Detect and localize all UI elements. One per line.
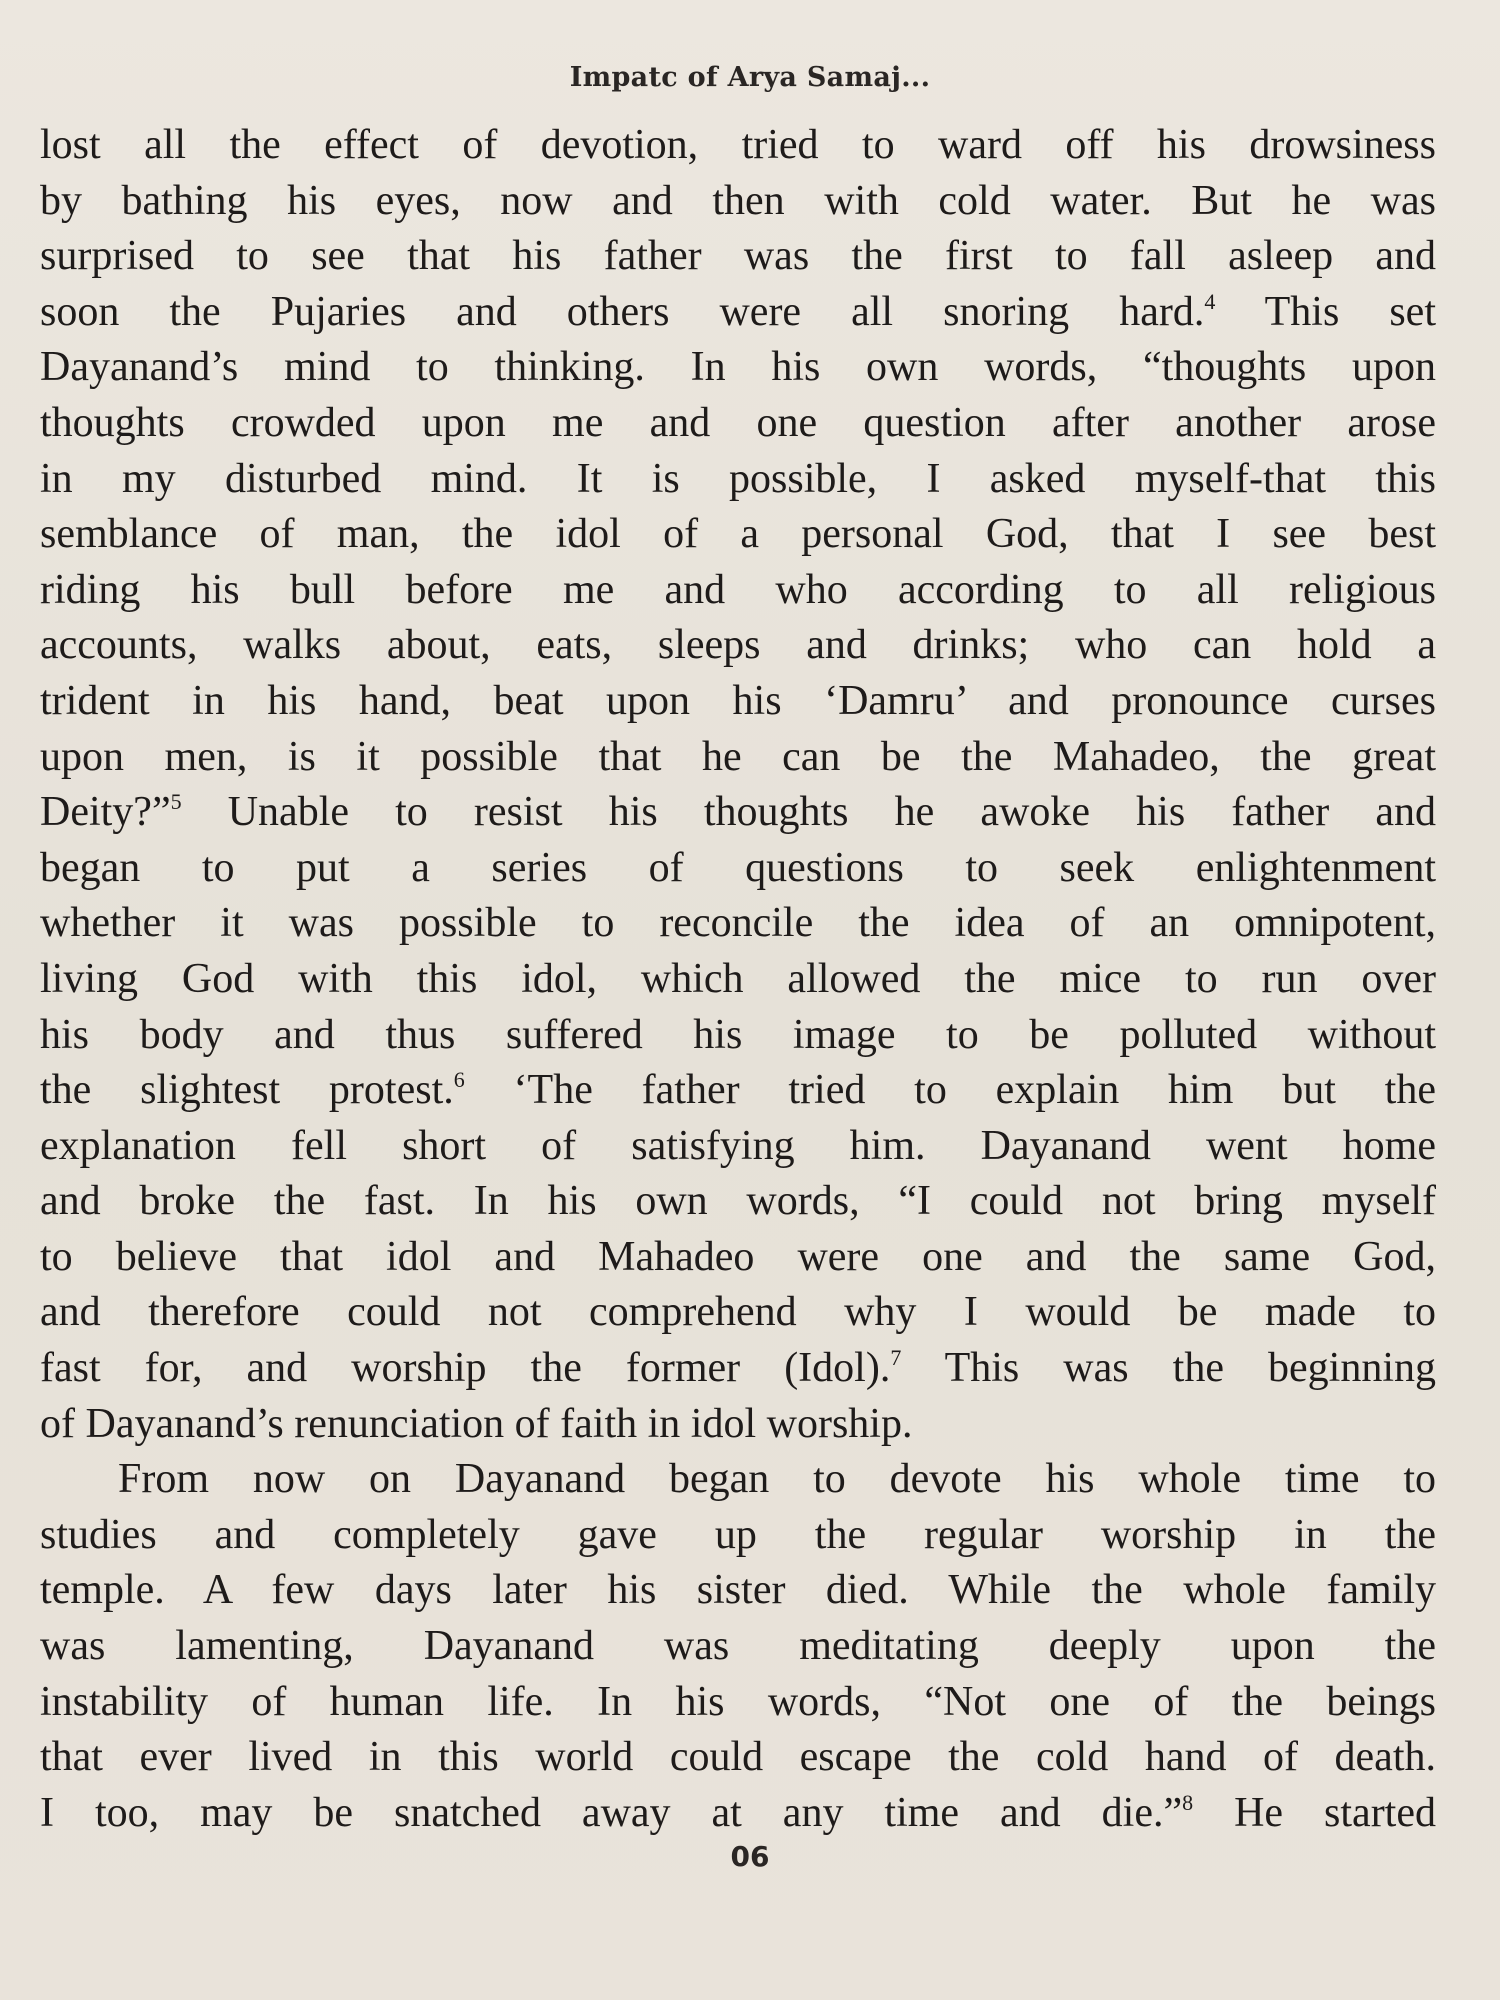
footnote-ref: 6 <box>453 1067 465 1093</box>
text-line: whether it was possible to reconcile the idea of an omnipotent, <box>40 900 1436 947</box>
text-line: his body and thus suffered his image to be polluted without <box>40 1011 1436 1058</box>
text-line: explanation fell short of satisfying him. Dayanand went home <box>40 1122 1436 1169</box>
footnote-ref: 5 <box>170 789 182 815</box>
text-line: semblance of man, the idol of a personal God, that I see best <box>40 511 1436 558</box>
text-line: lost all the effect of devotion, tried to ward off his drowsiness <box>40 122 1436 168</box>
text-segment: Unable to resist his thoughts he awoke his father and <box>181 789 1436 836</box>
text-segment: Deity?” <box>40 789 171 836</box>
text-line: trident in his hand, beat upon his ‘Damru’ and pronounce curses <box>40 677 1436 724</box>
text-segment: He started <box>1193 1789 1436 1836</box>
text-line: surprised to see that his father was the first to fall asleep and <box>40 233 1436 280</box>
text-line: was lamenting, Dayanand was meditating deeply upon the <box>40 1623 1436 1670</box>
text-segment: soon the Pujaries and others were all snoring hard. <box>40 288 1205 335</box>
text-line <box>40 785 1436 841</box>
text-line: thoughts crowded upon me and one question after another arose <box>40 399 1436 446</box>
text-segment: This was the beginning <box>901 1345 1436 1392</box>
text-line: temple. A few days later his sister died. While the whole family <box>40 1567 1436 1614</box>
text-segment: the slightest protest. <box>40 1067 454 1114</box>
text-line <box>40 1786 1436 1842</box>
body-text <box>40 118 1436 1841</box>
text-line: to believe that idol and Mahadeo were one and the same God, <box>40 1233 1436 1280</box>
running-head: Impatc of Arya Samaj... <box>569 62 931 93</box>
text-line: living God with this idol, which allowed the mice to run over <box>40 955 1436 1002</box>
text-line: From now on Dayanand began to devote his whole time to <box>118 1456 1436 1503</box>
text-line: Dayanand’s mind to thinking. In his own words, “thoughts upon <box>40 344 1436 391</box>
text-line: studies and completely gave up the regular worship in the <box>40 1511 1436 1558</box>
text-line: began to put a series of questions to seek enlightenment <box>40 844 1436 891</box>
text-line: and therefore could not comprehend why I would be made to <box>40 1289 1436 1336</box>
text-line: in my disturbed mind. It is possible, I asked myself-that this <box>40 455 1436 502</box>
text-line <box>40 1341 1436 1397</box>
text-line: accounts, walks about, eats, sleeps and drinks; who can hold a <box>40 622 1436 669</box>
text-line: by bathing his eyes, now and then with cold water. But he was <box>40 177 1436 224</box>
footnote-ref: 4 <box>1204 288 1216 314</box>
page-number: 06 <box>730 1840 770 1873</box>
footnote-ref: 8 <box>1182 1789 1194 1815</box>
text-line: that ever lived in this world could escape the cold hand of death. <box>40 1734 1436 1781</box>
footnote-ref: 7 <box>890 1345 902 1371</box>
text-line <box>40 1063 1436 1119</box>
text-line: instability of human life. In his words, “Not one of the beings <box>40 1678 1436 1725</box>
text-line: of Dayanand’s renunciation of faith in idol worship. <box>40 1400 913 1447</box>
text-line: and broke the fast. In his own words, “I could not bring myself <box>40 1178 1436 1225</box>
text-segment: fast for, and worship the former (Idol). <box>40 1345 891 1392</box>
text-line: upon men, is it possible that he can be the Mahadeo, the great <box>40 733 1436 780</box>
text-line <box>40 285 1436 341</box>
text-segment: I too, may be snatched away at any time and die.” <box>40 1789 1183 1836</box>
text-segment: ‘The father tried to explain him but the <box>464 1067 1436 1114</box>
text-segment: This set <box>1215 288 1436 335</box>
text-line: riding his bull before me and who according to all religious <box>40 566 1436 613</box>
